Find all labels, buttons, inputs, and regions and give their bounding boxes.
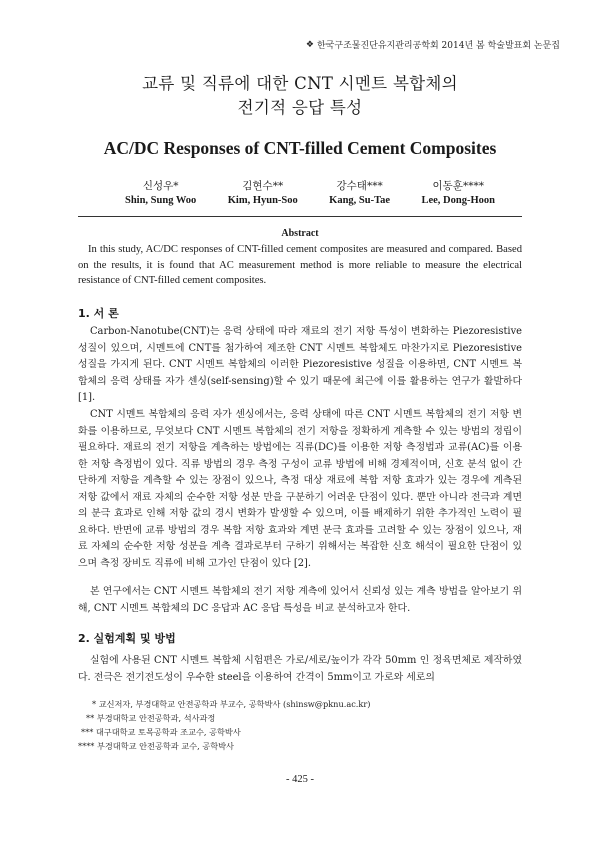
author-name-en: Kang, Su-Tae [329,195,391,206]
author-3 [329,178,390,208]
author-name-ko: 김현수** [242,180,284,192]
footnote-3: *** 대구대학교 토목공학과 조교수, 공학박사 [81,727,241,737]
author-name-en: Shin, Sung Woo [125,195,197,206]
author-1 [125,178,196,208]
page-number: - 425 - [286,774,314,785]
author-name-ko: 강수태*** [336,180,383,192]
footnote-1: * 교신저자, 부경대학교 안전공학과 부교수, 공학박사 (shinsw@pknu.ac.kr) [92,699,371,709]
conference-name: 한국구조물진단유지관리공학회 2014년 봄 학술발표회 논문집 [316,41,560,51]
korean-title [0,72,600,120]
diamond-bullet-icon: ❖ [305,39,314,50]
author-name-en: Lee, Dong-Hoon [421,195,495,206]
author-list [125,178,495,208]
divider-line [78,216,522,217]
english-title: AC/DC Responses of CNT-filled Cement Composites [103,138,497,158]
section-2-heading: 2. 실험계획 및 방법 [78,632,176,645]
abstract-text: In this study, AC/DC responses of CNT-filled cement composites are measured and compared. Based on the results, it is found that AC measurement method is more reliable to measure the electrical resistance of CNT-filled cement composites. [78,244,522,286]
section-1-paragraph-3: 본 연구에서는 CNT 시멘트 복합체의 전기 저항 계측에 있어서 신뢰성 있는 계측 방법을 알아보기 위해, CNT 시멘트 복합체의 DC 응답과 AC 응답 특성을 비교 분석하고자 한다. [78,586,522,614]
author-name-ko: 신성우* [142,180,179,192]
korean-title-line-2: 전기적 응답 특성 [237,98,363,117]
abstract-heading: Abstract [281,228,319,239]
footnotes [78,697,522,753]
footnote-4: **** 부경대학교 안전공학과 교수, 공학박사 [78,741,234,751]
running-header [306,38,560,51]
section-1-paragraph-2: CNT 시멘트 복합체의 응력 자가 센싱에서는, 응력 상태에 따른 CNT 시멘트 복합체의 전기 저항 변화를 이용하므로, 무엇보다 CNT 시멘트 복합체의 전기 저항을 정확하게 계측할 수 있는 방법의 정립이 필요하다. 재료의 전기 저항을 계측하는 방법에는 직류(DC)를 이용한 저항 측정법과 교류(AC)를 이용한 저항 측정법이 있다. 직류 방법의 경우 측정 구성이 교류 방법에 비해 경제적이며, 신호 분석 없이 간단하게 저항을 계측할 수 있는 장점이 있으나, 측정 대상 재료에 복합 저항 효과가 있는 경우에 계측된 저항 값에서 재료 자체의 순수한 저항 성분 만을 구분하기 어려운 단점이 있다. 뿐만 아니라 전극과 계면의 분극 효과로 인해 저항 값의 경시 변화가 발생할 수 있으며, 이를 배제하기 위한 추가적인 노력이 필요하다. 반면에 교류 방법의 경우 복합 저항 효과와 계면 분극 효과를 고려할 수 있는 장점이 있으나, 재료 자체의 순수한 저항 성분을 계측 결과로부터 구하기 위해서는 복잡한 신호 해석이 필요한 단점이 있으며 측정 장비도 직류에 비해 고가인 단점이 있다 [2]. [78,409,522,569]
author-4 [421,178,495,208]
footnote-2: ** 부경대학교 안전공학과, 석사과정 [86,713,216,723]
section-2-paragraph-1: 실험에 사용된 CNT 시멘트 복합체 시험편은 가로/세로/높이가 각각 50mm 인 정육면체로 제작하였다. 전극은 전기전도성이 우수한 steel을 이용하여 간격이 5mm이고 가로와 세로의 [78,655,522,683]
section-1-paragraph-1: Carbon-Nanotube(CNT)는 응력 상태에 따라 재료의 전기 저항 특성이 변화하는 Piezoresistive 성질이 있으며, 시멘트에 CNT를 첨가하여 제조한 CNT 시멘트 복합체도 마찬가지로 Piezoresistive 성질을 가지게 된다. CNT 시멘트 복합체의 이러한 Piezoresistive 성질을 이용하면, CNT 시멘트 복합체의 응력 상태를 자가 센싱(self-sensing)할 수 있기 때문에 최근에 이를 활용하는 연구가 활발하다 [1]. [78,326,522,403]
section-1-heading: 1. 서 론 [78,307,119,320]
korean-title-line-1: 교류 및 직류에 대한 CNT 시멘트 복합체의 [142,74,458,93]
author-name-en: Kim, Hyun-Soo [227,195,298,206]
author-name-ko: 이동훈**** [432,180,484,192]
author-2 [228,178,298,208]
